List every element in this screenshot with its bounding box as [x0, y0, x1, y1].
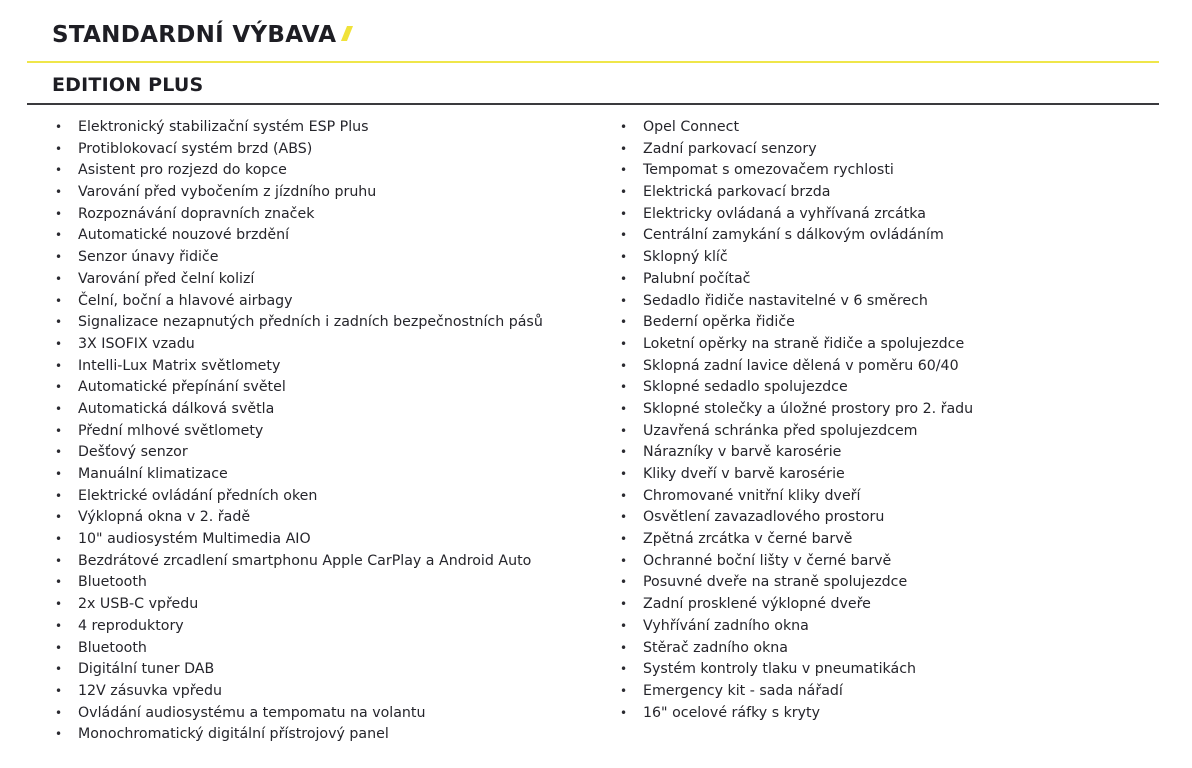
bullet-icon: •	[620, 705, 628, 720]
bullet-icon: •	[55, 380, 63, 395]
bullet-icon: •	[55, 662, 63, 677]
list-item	[52, 334, 543, 356]
list-item-text: Výklopná okna v 2. řadě	[78, 509, 251, 526]
list-item	[52, 724, 543, 746]
list-item-text: Bluetooth	[78, 639, 147, 656]
bullet-icon: •	[620, 423, 628, 438]
list-item	[52, 464, 543, 486]
bullet-icon: •	[620, 575, 628, 590]
list-item-text: Sedadlo řidiče nastavitelné v 6 směrech	[643, 292, 928, 309]
list-item-text: Sklopné sedadlo spolujezdce	[643, 379, 848, 396]
list-item	[617, 681, 973, 703]
list-item-text: Palubní počítač	[643, 270, 751, 287]
bullet-icon: •	[55, 445, 63, 460]
list-item-text: Sklopné stolečky a úložné prostory pro 2. řadu	[643, 400, 974, 417]
list-item-text: 3X ISOFIX vzadu	[78, 335, 195, 352]
list-item	[52, 160, 543, 182]
title-divider	[27, 61, 1159, 63]
list-item	[52, 225, 543, 247]
bullet-icon: •	[55, 640, 63, 655]
list-item	[52, 204, 543, 226]
bullet-icon: •	[55, 597, 63, 612]
list-item	[52, 659, 543, 681]
list-item-text: Varování před čelní kolizí	[78, 270, 255, 287]
list-item-text: Ovládání audiosystému a tempomatu na volantu	[78, 704, 426, 721]
section-title: EDITION PLUS	[52, 74, 204, 96]
bullet-icon: •	[620, 510, 628, 525]
bullet-icon: •	[55, 163, 63, 178]
list-item-text: Elektrická parkovací brzda	[643, 184, 831, 201]
bullet-icon: •	[620, 640, 628, 655]
list-item	[617, 334, 973, 356]
list-item	[617, 616, 973, 638]
bullet-icon: •	[55, 228, 63, 243]
bullet-icon: •	[55, 120, 63, 134]
bullet-icon: •	[55, 575, 63, 590]
bullet-icon: •	[55, 532, 63, 547]
bullet-icon: •	[620, 445, 628, 460]
bullet-icon: •	[620, 488, 628, 503]
list-item	[617, 356, 973, 378]
list-item-text: Uzavřená schránka před spolujezdcem	[643, 422, 918, 439]
list-item	[617, 703, 973, 725]
list-item	[617, 377, 973, 399]
list-item	[52, 442, 543, 464]
list-item	[52, 703, 543, 725]
list-item	[52, 507, 543, 529]
list-item-text: Zadní prosklené výklopné dveře	[643, 596, 871, 613]
list-item-text: Sklopný klíč	[643, 249, 728, 266]
list-item	[617, 464, 973, 486]
list-item	[52, 681, 543, 703]
list-item-text: Centrální zamykání s dálkovým ovládáním	[643, 227, 944, 244]
list-item-text: Manuální klimatizace	[78, 466, 228, 482]
list-item	[52, 269, 543, 291]
list-item	[52, 616, 543, 638]
list-item	[617, 551, 973, 573]
list-item-text: 16" ocelové ráfky s kryty	[643, 704, 820, 721]
list-item-text: Chromované vnitřní kliky dveří	[643, 487, 861, 504]
bullet-icon: •	[55, 358, 63, 373]
bullet-icon: •	[620, 271, 628, 286]
list-item-text: Bluetooth	[78, 574, 147, 591]
bullet-icon: •	[620, 380, 628, 395]
bullet-icon: •	[620, 532, 628, 547]
list-item	[617, 421, 973, 443]
list-item-text: 4 reproduktory	[78, 617, 184, 634]
bullet-icon: •	[620, 228, 628, 243]
section-divider	[27, 103, 1159, 105]
list-item-text: Stěrač zadního okna	[643, 639, 788, 656]
bullet-icon: •	[55, 315, 63, 330]
list-item-text: Emergency kit - sada nářadí	[643, 682, 843, 699]
bullet-icon: •	[620, 336, 628, 351]
bullet-icon: •	[620, 401, 628, 416]
list-item-text: Kliky dveří v barvě karosérie	[643, 466, 845, 482]
bullet-icon: •	[620, 662, 628, 677]
list-item-text: Bezdrátové zrcadlení smartphonu Apple CarPlay a Android Auto	[78, 552, 532, 569]
list-item-text: Vyhřívání zadního okna	[643, 617, 809, 634]
list-item	[617, 659, 973, 681]
page-title	[52, 22, 350, 48]
bullet-icon: •	[55, 206, 63, 221]
bullet-icon: •	[55, 141, 63, 156]
list-item	[617, 507, 973, 529]
list-item	[617, 204, 973, 226]
bullet-icon: •	[620, 163, 628, 178]
list-item-text: Automatické nouzové brzdění	[78, 227, 290, 244]
bullet-icon: •	[620, 120, 628, 134]
bullet-icon: •	[55, 683, 63, 698]
bullet-icon: •	[55, 293, 63, 308]
list-item-text: Nárazníky v barvě karosérie	[643, 444, 842, 461]
list-item	[52, 312, 543, 334]
list-item	[52, 421, 543, 443]
list-item-text: Monochromatický digitální přístrojový panel	[78, 726, 389, 743]
list-item-text: 2x USB-C vpředu	[78, 596, 199, 613]
bullet-icon: •	[55, 271, 63, 286]
bullet-icon: •	[620, 315, 628, 330]
list-item-text: Automatické přepínání světel	[78, 379, 286, 396]
list-item	[52, 356, 543, 378]
list-item-text: Tempomat s omezovačem rychlosti	[643, 162, 894, 179]
bullet-icon: •	[55, 250, 63, 265]
list-item	[617, 594, 973, 616]
list-item	[617, 269, 973, 291]
list-item-text: 12V zásuvka vpředu	[78, 682, 223, 699]
bullet-icon: •	[620, 358, 628, 373]
bullet-icon: •	[620, 553, 628, 568]
list-item	[52, 291, 543, 313]
list-item-text: 10" audiosystém Multimedia AIO	[78, 531, 311, 548]
bullet-icon: •	[620, 683, 628, 698]
bullet-icon: •	[620, 185, 628, 200]
list-item	[52, 486, 543, 508]
bullet-icon: •	[620, 467, 628, 481]
list-item-text: Ochranné boční lišty v černé barvě	[643, 552, 892, 569]
list-item	[617, 117, 973, 139]
list-item	[52, 182, 543, 204]
bullet-icon: •	[620, 141, 628, 156]
list-item-text: Elektricky ovládaná a vyhřívaná zrcátka	[643, 205, 926, 222]
list-item-text: Varování před vybočením z jízdního pruhu	[78, 184, 377, 201]
list-item-text: Protiblokovací systém brzd (ABS)	[78, 140, 313, 157]
bullet-icon: •	[55, 423, 63, 438]
list-item-text: Posuvné dveře na straně spolujezdce	[643, 574, 908, 591]
list-item	[52, 117, 543, 139]
list-item-text: Opel Connect	[643, 119, 740, 135]
list-item-text: Senzor únavy řidiče	[78, 249, 219, 266]
bullet-icon: •	[55, 488, 63, 503]
list-item	[617, 399, 973, 421]
list-item-text: Signalizace nezapnutých předních i zadních bezpečnostních pásů	[78, 314, 543, 331]
list-item	[52, 399, 543, 421]
list-item	[617, 572, 973, 594]
list-item-text: Rozpoznávání dopravních značek	[78, 205, 315, 222]
list-item	[52, 572, 543, 594]
bullet-icon: •	[55, 510, 63, 525]
bullet-icon: •	[620, 250, 628, 265]
list-item	[52, 551, 543, 573]
list-item-text: Bederní opěrka řidiče	[643, 314, 795, 331]
list-item-text: Sklopná zadní lavice dělená v poměru 60/40	[643, 357, 959, 374]
list-item-text: Čelní, boční a hlavové airbagy	[78, 292, 293, 309]
bullet-icon: •	[55, 336, 63, 351]
list-item	[52, 247, 543, 269]
list-item-text: Přední mlhové světlomety	[78, 422, 264, 439]
bullet-icon: •	[620, 206, 628, 221]
list-item-text: Osvětlení zavazadlového prostoru	[643, 509, 885, 526]
list-item	[617, 225, 973, 247]
list-item	[617, 182, 973, 204]
list-item	[52, 594, 543, 616]
list-item	[617, 312, 973, 334]
list-item	[617, 638, 973, 660]
feature-list-left	[52, 117, 543, 746]
bullet-icon: •	[620, 597, 628, 612]
list-item	[52, 139, 543, 161]
list-item-text: Elektronický stabilizační systém ESP Plus	[78, 119, 369, 135]
feature-list-right	[617, 117, 973, 724]
list-item	[617, 291, 973, 313]
bullet-icon: •	[55, 401, 63, 416]
list-item-text: Systém kontroly tlaku v pneumatikách	[643, 661, 916, 678]
list-item-text: Loketní opěrky na straně řidiče a spolujezdce	[643, 335, 965, 352]
bullet-icon: •	[620, 293, 628, 308]
accent-slash-icon	[341, 26, 353, 41]
list-item-text: Asistent pro rozjezd do kopce	[78, 162, 287, 179]
bullet-icon: •	[55, 467, 63, 481]
bullet-icon: •	[55, 618, 63, 633]
list-item	[52, 529, 543, 551]
page-title-text: STANDARDNÍ VÝBAVA	[52, 22, 337, 48]
bullet-icon: •	[55, 705, 63, 720]
list-item-text: Dešťový senzor	[78, 444, 188, 461]
list-item	[52, 638, 543, 660]
list-item	[617, 529, 973, 551]
bullet-icon: •	[620, 618, 628, 633]
list-item-text: Digitální tuner DAB	[78, 661, 215, 678]
bullet-icon: •	[55, 185, 63, 200]
list-item-text: Intelli-Lux Matrix světlomety	[78, 357, 281, 374]
list-item	[617, 442, 973, 464]
list-item-text: Automatická dálková světla	[78, 400, 275, 417]
list-item-text: Zadní parkovací senzory	[643, 140, 817, 157]
list-item	[617, 160, 973, 182]
list-item-text: Zpětná zrcátka v černé barvě	[643, 531, 853, 548]
bullet-icon: •	[55, 553, 63, 568]
list-item	[617, 486, 973, 508]
list-item	[617, 247, 973, 269]
list-item-text: Elektrické ovládání předních oken	[78, 487, 318, 504]
list-item	[617, 139, 973, 161]
list-item	[52, 377, 543, 399]
bullet-icon: •	[55, 727, 63, 742]
